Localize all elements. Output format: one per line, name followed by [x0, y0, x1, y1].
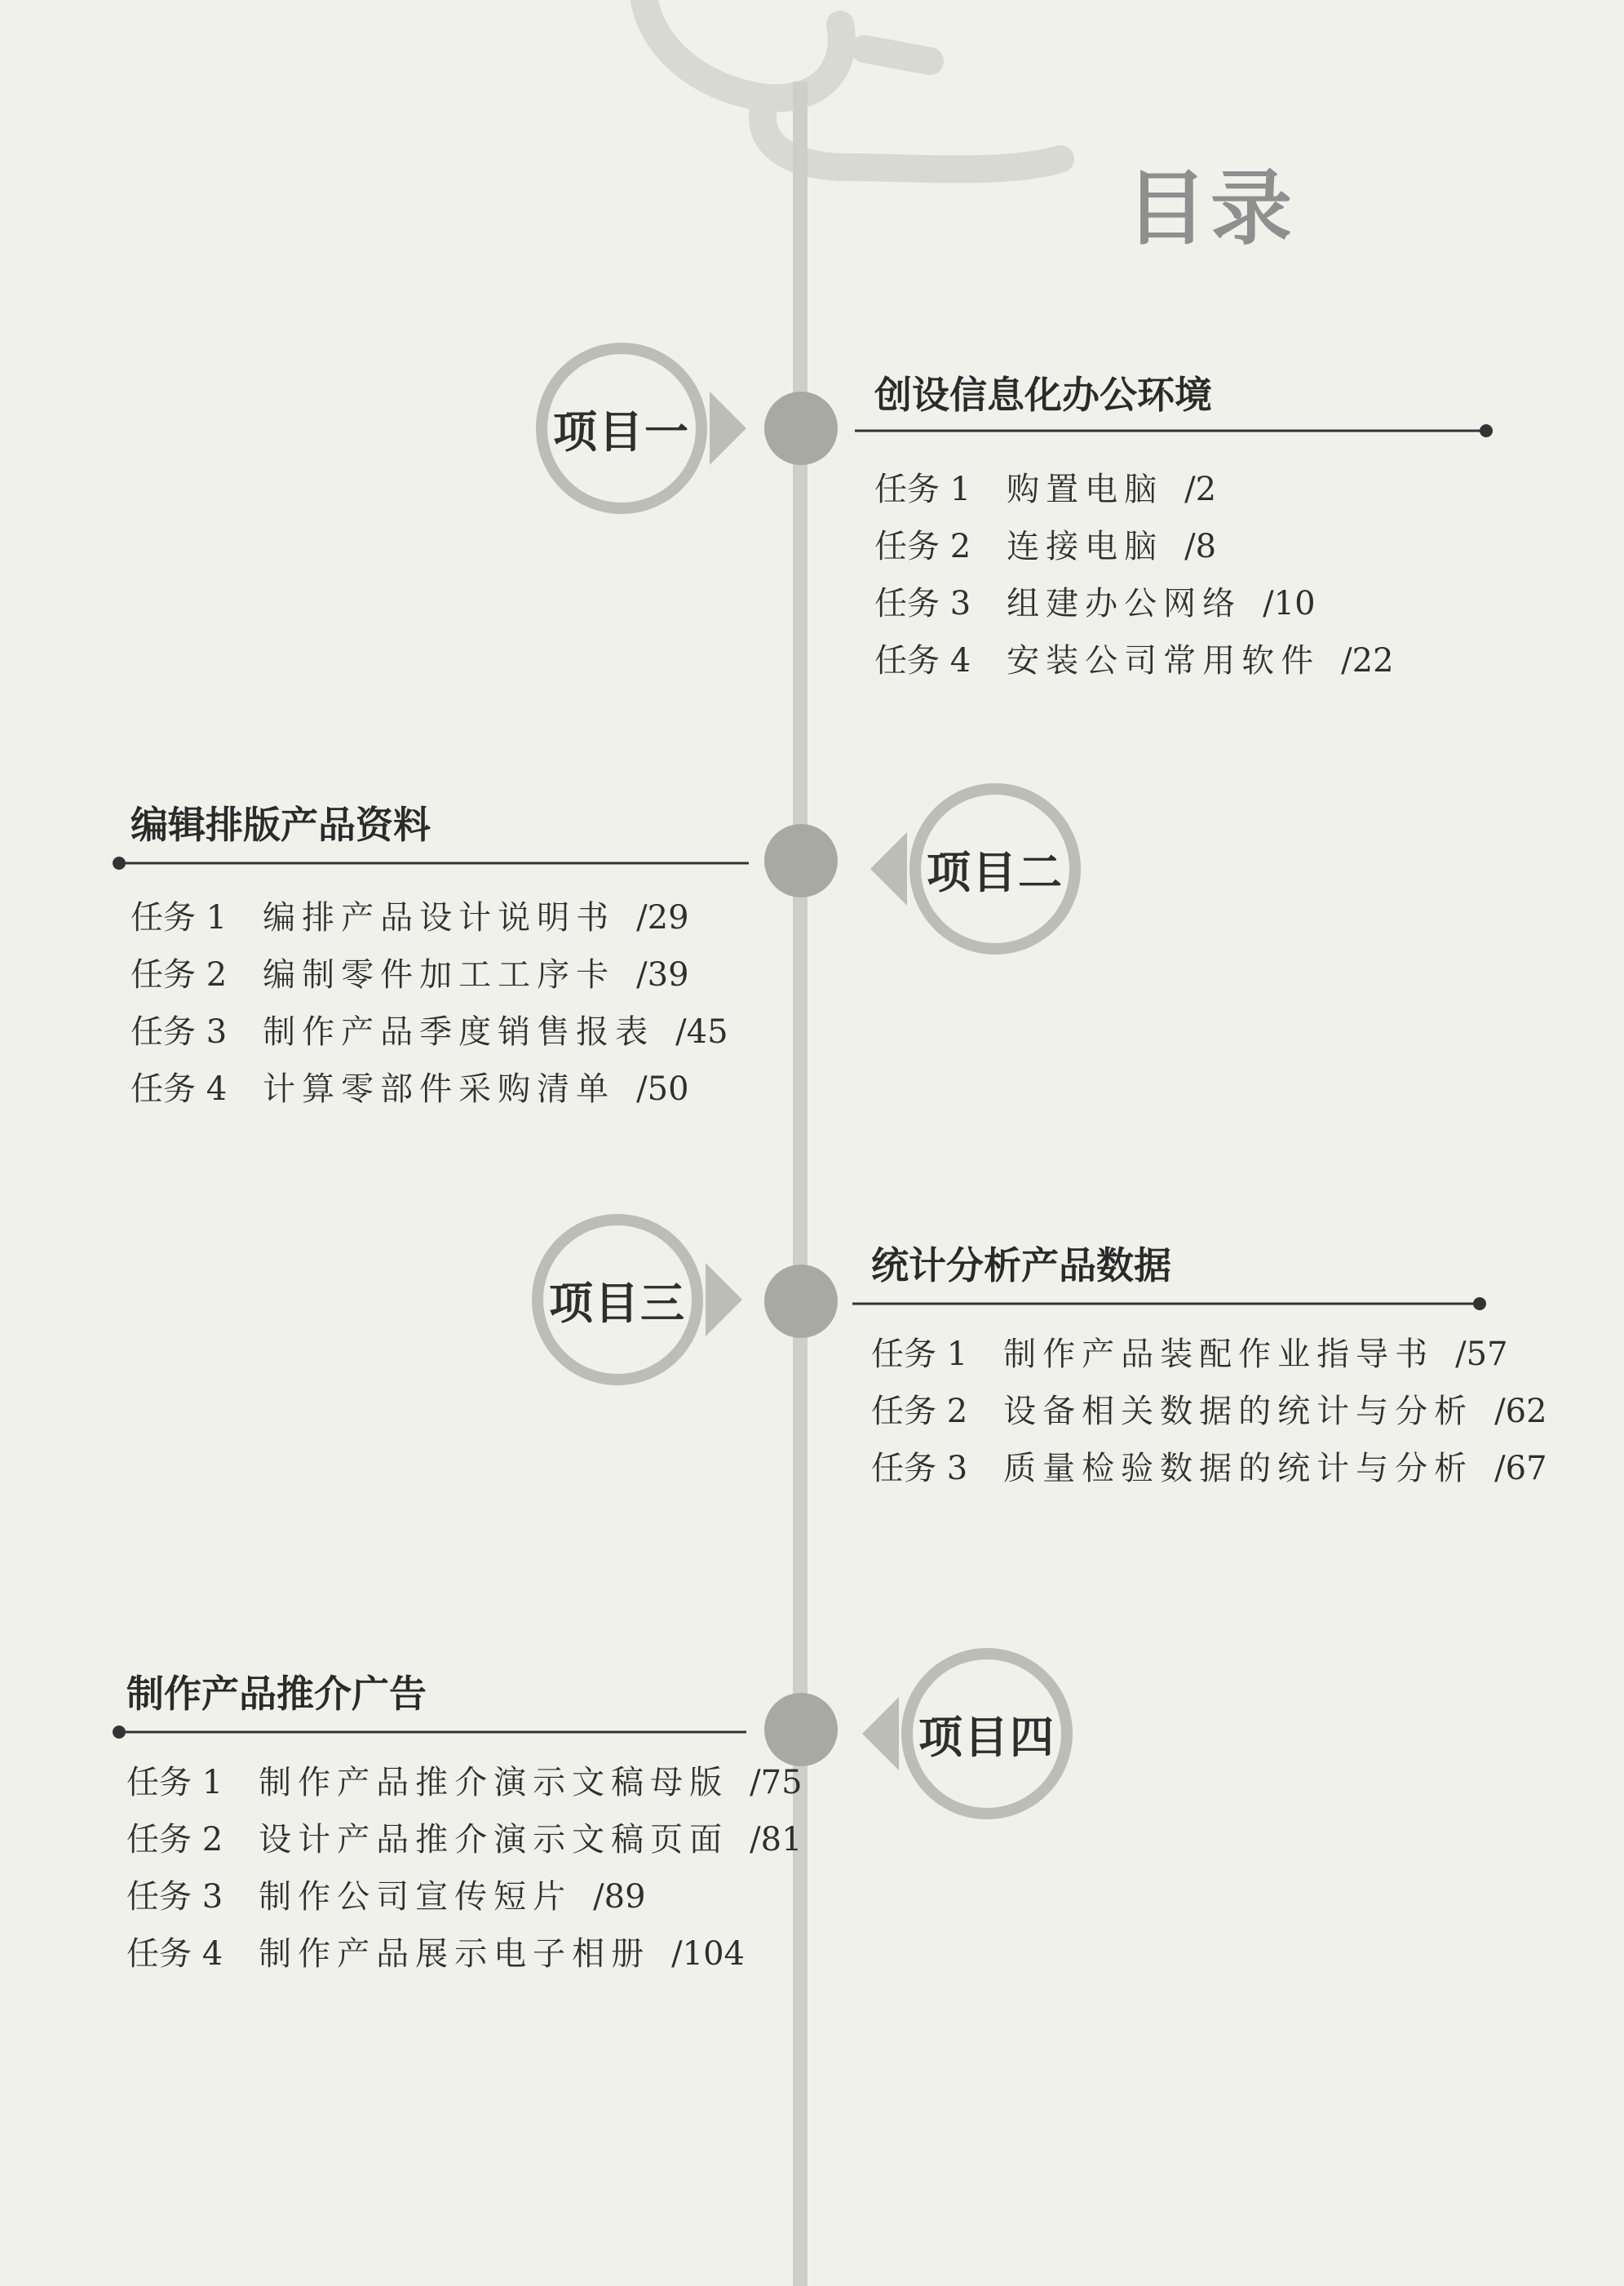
task-label: 任务 3 — [874, 585, 971, 622]
task-label: 任务 1 — [874, 471, 971, 508]
task-name: 制作产品装配作业指导书 — [1003, 1336, 1435, 1373]
task-page: /57 — [1455, 1336, 1508, 1373]
task-label: 任务 1 — [871, 1336, 968, 1373]
task-item[interactable] — [126, 1754, 803, 1811]
task-label: 任务 4 — [874, 642, 971, 680]
task-label: 任务 4 — [131, 1070, 228, 1108]
task-name: 制作产品推介演示文稿母版 — [259, 1764, 729, 1801]
task-page: /67 — [1494, 1450, 1547, 1487]
task-item[interactable] — [874, 575, 1394, 632]
task-item[interactable] — [131, 1061, 728, 1118]
task-label: 任务 2 — [874, 528, 971, 565]
task-name: 计算零部件采购清单 — [263, 1070, 616, 1108]
task-item[interactable] — [126, 1868, 803, 1925]
project-3-badge: 项目三 — [549, 1277, 686, 1329]
task-item[interactable] — [874, 632, 1394, 689]
task-label: 任务 2 — [131, 956, 228, 994]
project-3-title[interactable]: 统计分析产品数据 — [871, 1243, 1171, 1287]
task-page: /22 — [1341, 642, 1394, 680]
task-item[interactable] — [126, 1925, 803, 1983]
project-1-title[interactable]: 创设信息化办公环境 — [874, 373, 1212, 417]
task-name: 制作公司宣传短片 — [259, 1878, 573, 1916]
task-page: /50 — [636, 1070, 689, 1108]
timeline-node-2 — [764, 824, 838, 897]
project-4-task-list — [126, 1754, 803, 1983]
task-item[interactable] — [131, 1003, 728, 1061]
task-item[interactable] — [131, 889, 728, 946]
task-name: 安装公司常用软件 — [1007, 642, 1321, 680]
task-name: 质量检验数据的统计与分析 — [1003, 1450, 1474, 1487]
task-label: 任务 3 — [126, 1878, 223, 1916]
task-page: /39 — [636, 956, 689, 994]
task-label: 任务 1 — [126, 1764, 223, 1801]
task-label: 任务 4 — [126, 1935, 223, 1973]
project-1-task-list — [874, 461, 1394, 689]
task-item[interactable] — [871, 1440, 1547, 1497]
task-name: 编排产品设计说明书 — [263, 899, 616, 937]
task-label: 任务 3 — [871, 1450, 968, 1487]
task-name: 购置电脑 — [1007, 471, 1164, 508]
task-page: /104 — [671, 1935, 745, 1973]
task-label: 任务 2 — [871, 1393, 968, 1430]
task-name: 制作产品展示电子相册 — [259, 1935, 651, 1973]
task-item[interactable] — [126, 1811, 803, 1868]
project-3-task-list — [871, 1326, 1547, 1497]
task-name: 组建办公网络 — [1007, 585, 1242, 622]
project-4-badge: 项目四 — [918, 1711, 1055, 1763]
task-item[interactable] — [874, 518, 1394, 575]
task-page: /89 — [593, 1878, 646, 1916]
task-item[interactable] — [131, 946, 728, 1003]
task-name: 连接电脑 — [1007, 528, 1164, 565]
task-item[interactable] — [871, 1383, 1547, 1440]
task-name: 设计产品推介演示文稿页面 — [259, 1821, 729, 1858]
task-page: /2 — [1184, 471, 1217, 508]
task-name: 设备相关数据的统计与分析 — [1003, 1393, 1474, 1430]
timeline-node-1 — [764, 392, 838, 465]
task-label: 任务 2 — [126, 1821, 223, 1858]
task-page: /10 — [1263, 585, 1316, 622]
task-name: 制作产品季度销售报表 — [263, 1013, 655, 1051]
task-name: 编制零件加工工序卡 — [263, 956, 616, 994]
task-label: 任务 1 — [131, 899, 228, 937]
toc-title: 目录 — [1126, 161, 1295, 256]
project-4-title[interactable]: 制作产品推介广告 — [126, 1672, 427, 1716]
task-item[interactable] — [874, 461, 1394, 518]
task-label: 任务 3 — [131, 1013, 228, 1051]
task-page: /45 — [675, 1013, 728, 1051]
task-page: /8 — [1184, 528, 1217, 565]
project-2-title[interactable]: 编辑排版产品资料 — [131, 803, 431, 847]
task-item[interactable] — [871, 1326, 1547, 1383]
timeline-node-3 — [764, 1265, 838, 1338]
task-page: /81 — [750, 1821, 803, 1858]
task-page: /62 — [1494, 1393, 1547, 1430]
project-2-badge: 项目二 — [927, 846, 1064, 898]
task-page: /75 — [750, 1764, 803, 1801]
project-1-badge: 项目一 — [553, 405, 690, 458]
project-2-task-list — [131, 889, 728, 1118]
task-page: /29 — [636, 899, 689, 937]
